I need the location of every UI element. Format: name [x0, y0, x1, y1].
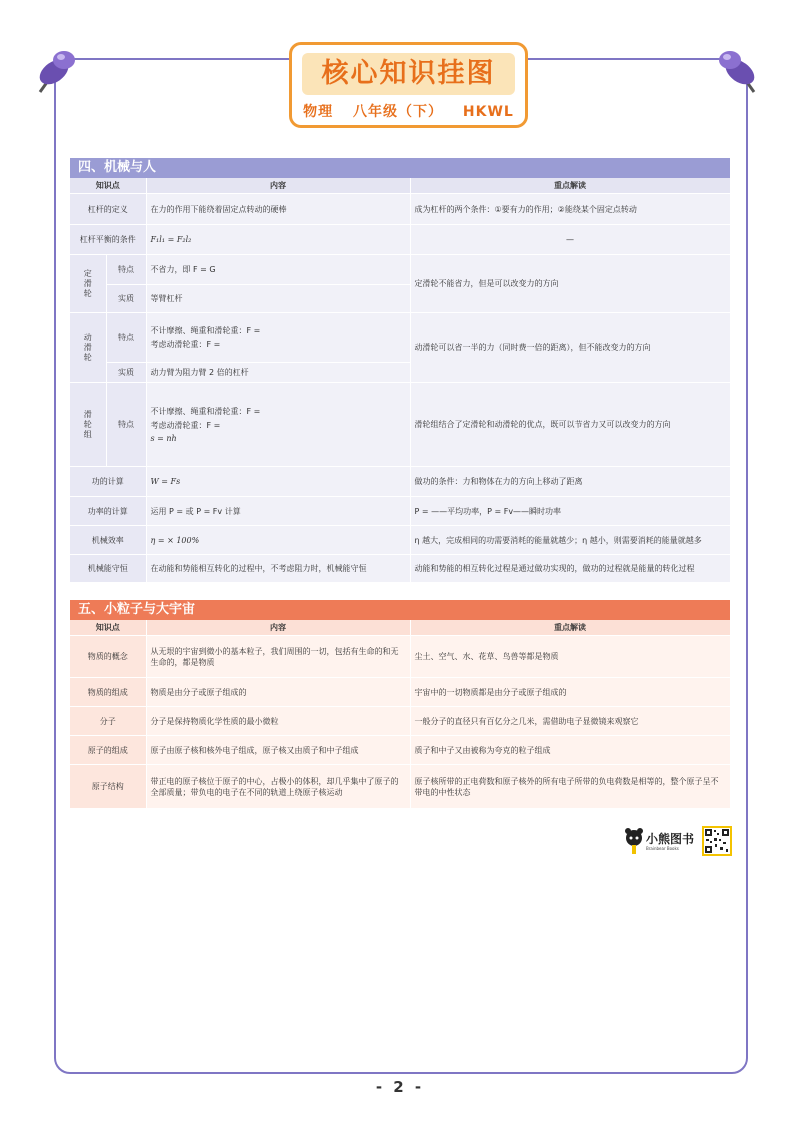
code: HKWL — [462, 104, 514, 120]
grade: 八年级（下） — [353, 104, 444, 120]
table-row: 杠杆平衡的条件 F₁l₁ = F₂l₂ — — [70, 225, 730, 255]
section-title: 四、机械与人 — [70, 158, 730, 178]
bear-icon — [624, 828, 644, 856]
table-row: 实质 动力臂为阻力臂 2 倍的杠杆 — [70, 363, 730, 383]
table-row: 物质的组成 物质是由分子或原子组成的 宇宙中的一切物质都是由分子或原子组成的 — [70, 678, 730, 707]
pushpin-icon — [712, 42, 770, 100]
table-row: 杠杆的定义 在力的作用下能绕着固定点转动的硬棒 成为杠杆的两个条件：①要有力的作用；②能绕某个固定点转动 — [70, 194, 730, 225]
column-header: 知识点 — [70, 178, 146, 194]
table-row: 原子的组成 原子由原子核和核外电子组成，原子核又由质子和中子组成 质子和中子又由被称为夸克的粒子组成 — [70, 736, 730, 765]
knowledge-table — [70, 178, 731, 583]
page-title: 核心知识挂图 — [321, 58, 496, 89]
column-header: 重点解读 — [410, 620, 730, 636]
table-row: 功的计算 W = Fs 做功的条件：力和物体在力的方向上移动了距离 — [70, 467, 730, 497]
header-subtitle — [292, 101, 525, 121]
column-header: 知识点 — [70, 620, 146, 636]
table-row: 机械能守恒 在动能和势能相互转化的过程中，不考虑阻力时，机械能守恒 动能和势能的相互转化过程是通过做功实现的，做功的过程就是能量的转化过程 — [70, 555, 730, 583]
table-row: 分子 分子是保持物质化学性质的最小微粒 一般分子的直径只有百亿分之几米，需借助电子显微镜来观察它 — [70, 707, 730, 736]
pushpin-icon — [24, 42, 82, 100]
qr-code-icon — [702, 826, 732, 856]
section-particles — [70, 600, 730, 809]
section-machines — [70, 158, 730, 583]
table-row: 功率的计算 运用 P = 或 P = Fv 计算 P = ——平均功率，P = Fv——瞬时功率 — [70, 497, 730, 526]
column-header: 内容 — [146, 178, 410, 194]
subject: 物理 — [303, 104, 334, 120]
column-header: 重点解读 — [410, 178, 730, 194]
table-row: 动滑轮 特点 不计摩擦、绳重和滑轮重：F = 考虑动滑轮重：F = 动滑轮可以省一半的力（同时费一倍的距离），但不能改变力的方向 — [70, 313, 730, 363]
column-header: 内容 — [146, 620, 410, 636]
table-row: 原子结构 带正电的原子核位于原子的中心，占极小的体积，却几乎集中了原子的全部质量；带负电的电子在不同的轨道上绕原子核运动 原子核所带的正电荷数和原子核外的所有电子所带的负电荷数是相等的，整个原子呈不带电的中性状态 — [70, 765, 730, 809]
table-row: 实质 等臂杠杆 — [70, 285, 730, 313]
table-row: 物质的概念 从无垠的宇宙到微小的基本粒子，我们周围的一切，包括有生命的和无生命的，都是物质 尘土、空气、水、花草、鸟兽等都是物质 — [70, 636, 730, 678]
page-number: - 2 - — [375, 1078, 425, 1096]
publisher-logo: 小熊图书 Brainbear Books — [624, 826, 694, 858]
table-row: 机械效率 η = × 100% η 越大，完成相同的功需要消耗的能量就越少；η 越小，则需要消耗的能量就越多 — [70, 526, 730, 555]
table-row: 定滑轮 特点 不省力，即 F = G 定滑轮不能省力，但是可以改变力的方向 — [70, 255, 730, 285]
table-row: 滑轮组 特点 不计摩擦、绳重和滑轮重：F = 考虑动滑轮重：F = s = nh 滑轮组结合了定滑轮和动滑轮的优点，既可以节省力又可以改变力的方向 — [70, 383, 730, 467]
knowledge-table — [70, 620, 731, 809]
section-title: 五、小粒子与大宇宙 — [70, 600, 730, 620]
header-box — [289, 42, 528, 128]
